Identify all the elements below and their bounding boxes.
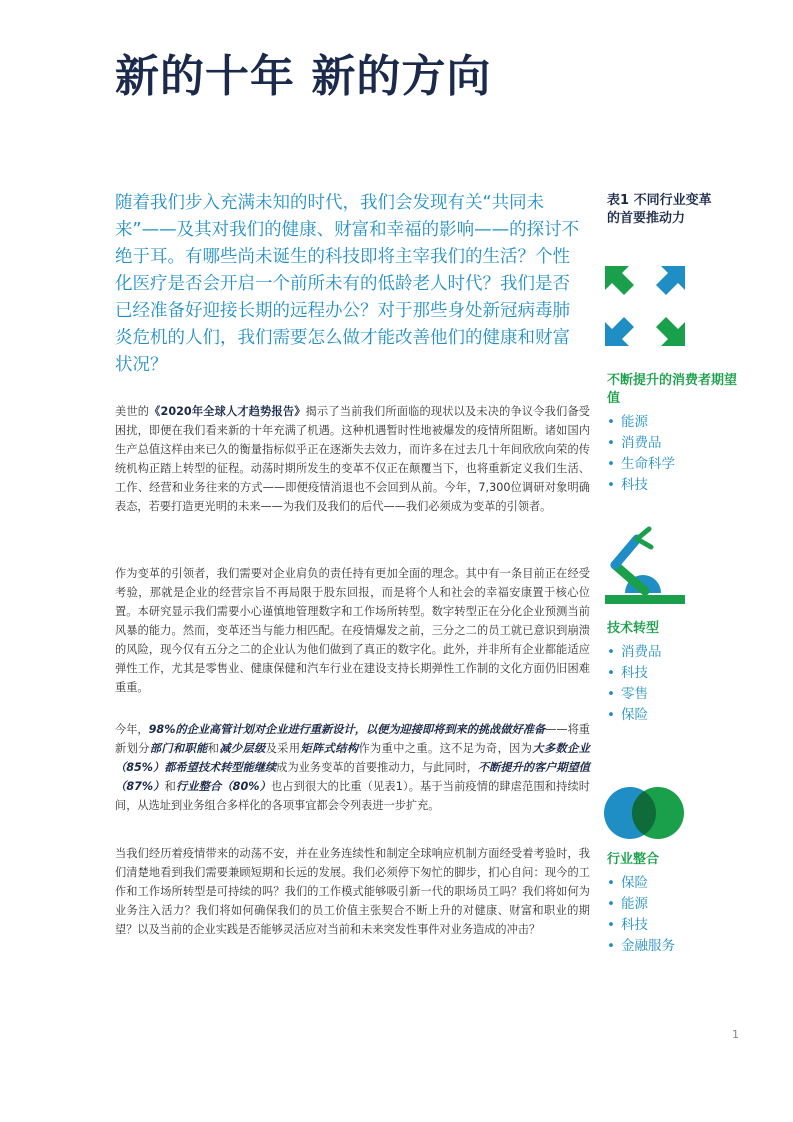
group-title-consumer-expectation: 不断提升的消费者期望值: [607, 373, 738, 406]
list-item: • 消费品: [607, 642, 661, 663]
body-paragraph-2: 作为变革的引领者，我们需要对企业肩负的责任持有更加全面的理念。其中有一条目前正在经受考验，那就是企业的经营宗旨不再局限于股东回报，而是将个人和社会的幸福安康置于核心位置。本研究显示我们需要小心谨慎地管理数字和工作场所转型。数字转型正在分化企业预测当前风暴的能力。然而，变革还当与能力相匹配。在疫情爆发之前，三分之二的员工就已意识到崩溃的风险，现今仅有五分之二的企业认为他们做到了真正的数字化。此外，并非所有企业都能适应弹性工作，尤其是零售业、健康保健和汽车行业在建设支持长期弹性工作制的文化方面仍旧困难重重。: [115, 567, 590, 694]
lead-paragraph: 随着我们步入充满未知的时代，我们会发现有关“共同未来”——及其对我们的健康、财富和幸福的影响——的探讨不绝于耳。有哪些尚未诞生的科技即将主宰我们的生活？个性化医疗是否会开启一个前所未有的低龄老人时代？我们是否已经准备好迎接长期的远程办公？对于那些身处新冠病毒肺炎危机的人们，我们需要怎么做才能改善他们的健康和财富状况？: [115, 193, 580, 375]
list-item: • 科技: [607, 915, 675, 936]
group-list-tech-transformation: [607, 642, 661, 726]
report-title: 《2020年全球人才趋势报告》: [149, 405, 306, 418]
group-title-tech-transformation: 技术转型: [607, 621, 660, 636]
arrows-icon: [603, 264, 687, 348]
list-item: • 消费品: [607, 433, 675, 454]
page-title: 新的十年 新的方向: [115, 51, 492, 102]
overlap-circles-icon: [603, 783, 687, 843]
table-1-title: 表1 不同行业变革的首要推动力: [607, 193, 712, 226]
page-number: 1: [732, 1028, 739, 1041]
list-item: • 能源: [607, 894, 675, 915]
list-item: • 保险: [607, 705, 661, 726]
list-item: • 科技: [607, 663, 661, 684]
group-title-industry-consolidation: 行业整合: [607, 852, 660, 867]
robot-arm-icon: [603, 525, 687, 609]
body-paragraph-4: 当我们经历着疫情带来的动荡不安，并在业务连续性和制定全球响应机制方面经受着考验时，我们清楚地看到我们需要兼顾短期和长远的发展。我们必须停下匆忙的脚步，扪心自问：现今的工作和工作场所转型是可持续的吗？我们的工作模式能够吸引新一代的职场员工吗？我们将如何为业务注入活力？我们将如何确保我们的员工价值主张契合不断上升的对健康、财富和职业的期望？以及当前的企业实践是否能够灵活应对当前和未来突发性事件对业务造成的冲击？: [115, 847, 590, 936]
group-list-industry-consolidation: [607, 873, 675, 957]
list-item: • 能源: [607, 412, 675, 433]
group-list-consumer-expectation: [607, 412, 675, 496]
body-paragraph-1: 美世的《2020年全球人才趋势报告》揭示了当前我们所面临的现状以及未决的争议令我们备受困扰，即便在我们看来新的十年充满了机遇。这种机遇暂时性地被爆发的疫情所阻断。诸如国内生产总值这样由来已久的衡量指标似乎正在逐渐失去效力，而许多在过去几十年间欣欣向荣的传统机构正踏上转型的征程。动荡时期所发生的变革不仅正在颠覆当下，也将重新定义我们生活、工作、经营和业务往来的方式——即便疫情消退也不会回到从前。今年，7,300位调研对象明确表态，若要打造更光明的未来——为我们及我们的后代——我们必须成为变革的引领者。: [115, 405, 590, 513]
list-item: • 金融服务: [607, 936, 675, 957]
body-paragraph-3: 今年，98%的企业高管计划对企业进行重新设计，以便为迎接即将到来的挑战做好准备——将重新划分部门和职能和减少层级及采用矩阵式结构作为重中之重。这不足为奇，因为大多数企业（85%）都希望技术转型能继续成为业务变革的首要推动力，与此同时，不断提升的客户期望值（87%）和行业整合（80%）也占到很大的比重（见表1）。基于当前疫情的肆虐范围和持续时间，从选址到业务组合多样化的各项事宜都会令列表进一步扩充。: [115, 723, 590, 812]
list-item: • 保险: [607, 873, 675, 894]
list-item: • 生命科学: [607, 454, 675, 475]
list-item: • 零售: [607, 684, 661, 705]
list-item: • 科技: [607, 475, 675, 496]
